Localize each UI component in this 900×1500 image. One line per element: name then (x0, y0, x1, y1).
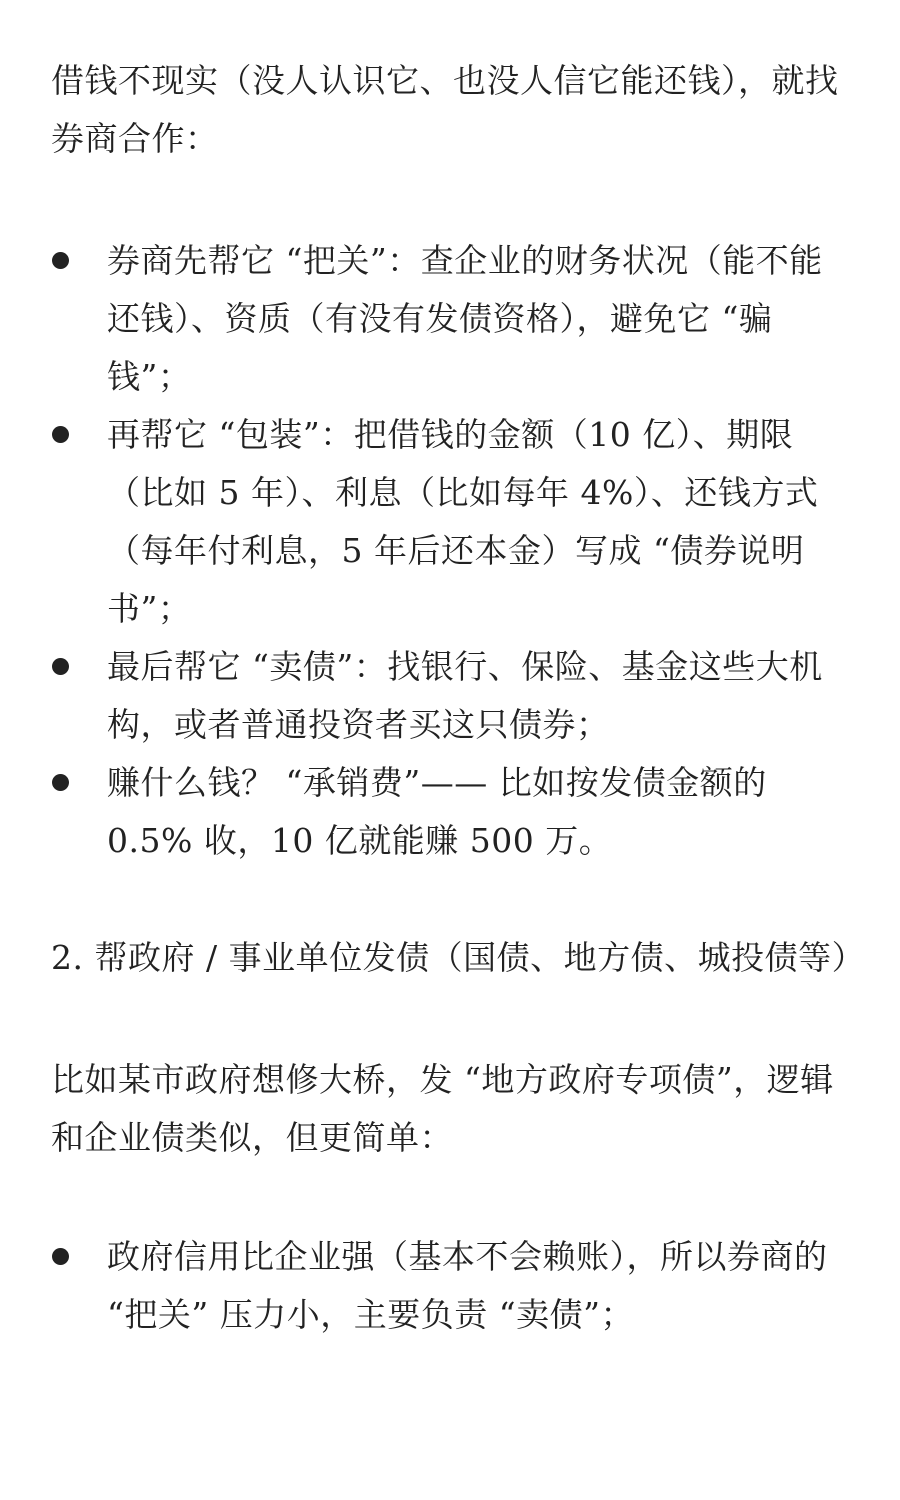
list-item-text: 券商先帮它 “把关”：查企业的财务状况（能不能还钱）、资质（有没有发债资格），避免它 “骗钱”； (107, 241, 823, 396)
list-item (0, 406, 851, 638)
bullet-dot-icon (52, 252, 69, 269)
bullet-dot-icon (52, 1248, 69, 1265)
list-item (0, 1228, 851, 1344)
bullet-dot-icon (52, 658, 69, 675)
underwriting-steps-list (0, 232, 900, 870)
list-item-text: 最后帮它 “卖债”：找银行、保险、基金这些大机构，或者普通投资者买这只债券； (107, 647, 823, 744)
bullet-dot-icon (52, 426, 69, 443)
gov-intro-paragraph: 比如某市政府想修大桥，发 “地方政府专项债”，逻辑和企业债类似，但更简单： (51, 1060, 834, 1157)
list-item (0, 232, 851, 406)
list-item (0, 638, 851, 754)
intro-paragraph: 借钱不现实（没人认识它、也没人信它能还钱），就找券商合作： (51, 61, 839, 158)
list-item-text: 再帮它 “包装”：把借钱的金额（10 亿）、期限（比如 5 年）、利息（比如每年 4%）、还钱方式（每年付利息，5 年后还本金）写成 “债券说明书”； (107, 415, 819, 628)
list-item (0, 754, 851, 870)
gov-points-list (0, 1228, 900, 1344)
list-item-text: 赚什么钱？ “承销费”—— 比如按发债金额的 0.5% 收，10 亿就能赚 500 万。 (107, 763, 767, 860)
bullet-dot-icon (52, 774, 69, 791)
list-item-text: 政府信用比企业强（基本不会赖账），所以券商的 “把关” 压力小，主要负责 “卖债”； (107, 1237, 828, 1334)
section-heading: 2. 帮政府 / 事业单位发债（国债、地方债、城投债等） (51, 938, 866, 977)
